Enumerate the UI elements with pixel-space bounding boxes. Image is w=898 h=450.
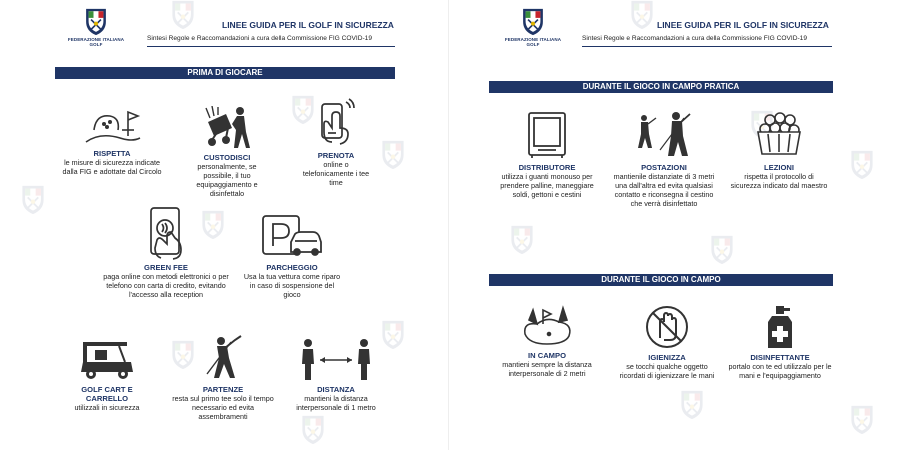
info-item-distanza	[294, 338, 378, 412]
distance-icon	[298, 338, 374, 382]
item-title: GREEN FEE	[144, 263, 188, 272]
item-text: mantienile distanziate di 3 metri una dall'altra ed evita qualsiasi contatto e riconsegna il cestino che verrà disinfettato	[613, 172, 715, 208]
right-page	[449, 0, 898, 450]
item-text: mantieni la distanza interpersonale di 1 metro	[296, 394, 376, 412]
item-title: DISTANZA	[317, 385, 355, 394]
golf-course-icon	[80, 106, 144, 146]
driving-range-icon	[632, 110, 696, 160]
smartphone-icon	[314, 98, 358, 148]
item-text: paga online con metodi elettronici o per telefono con carta di credito, evitando l'accesso alla reception	[103, 272, 229, 299]
item-text: se tocchi qualche oggetto ricordati di igienizzare le mani	[619, 362, 715, 380]
item-title: IGIENIZZA	[648, 353, 686, 362]
info-item-parcheggio	[242, 212, 342, 299]
watermark-icon	[509, 225, 535, 255]
item-title: PARCHEGGIO	[266, 263, 318, 272]
item-title: DISTRIBUTORE	[518, 163, 576, 172]
golf-trolley-icon	[202, 106, 252, 150]
fig-logo	[66, 8, 126, 47]
sanitizer-bottle-icon	[762, 304, 798, 350]
item-text: personalmente, se possibile, il tuo equipaggiamento e disinfettalo	[196, 162, 258, 198]
item-title: PRENOTA	[317, 151, 355, 160]
item-title: CUSTODISCI	[203, 153, 251, 162]
section-title: PRIMA DI GIOCARE	[55, 67, 395, 79]
section-title-campo: DURANTE IL GIOCO IN CAMPO	[489, 274, 833, 286]
logo-caption: FEDERAZIONE ITALIANA GOLF	[67, 37, 125, 47]
item-text: portalo con te ed utilizzalo per le mani e l'equipaggiamento	[728, 362, 832, 380]
parking-icon	[259, 212, 325, 260]
contactless-payment-icon	[141, 206, 191, 260]
item-text: utilizza i guanti monouso per prendere palline, maneggiare soldi, gettoni e cestini	[500, 172, 594, 199]
item-text: Usa la tua vettura come riparo in caso di sospensione del gioco	[243, 272, 341, 299]
watermark-icon	[629, 0, 655, 30]
section-title-pratica: DURANTE IL GIOCO IN CAMPO PRATICA	[489, 81, 833, 93]
logo-caption: FEDERAZIONE ITALIANA GOLF	[504, 37, 562, 47]
watermark-icon	[380, 140, 406, 170]
item-text: online o telefonicamente i tee time	[302, 160, 370, 187]
item-title: GOLF CART E CARRELLO	[81, 385, 133, 403]
watermark-icon	[849, 405, 875, 435]
document-subtitle: Sintesi Regole e Raccomandazioni a cura della Commissione FIG COVID-19	[582, 35, 808, 42]
watermark-icon	[20, 185, 46, 215]
no-touch-icon	[644, 304, 690, 350]
document-title: LINEE GUIDA PER IL GOLF IN SICUREZZA	[657, 20, 829, 30]
header-divider	[147, 46, 395, 47]
ball-basket-icon	[754, 110, 804, 160]
fig-crest-icon	[503, 8, 563, 36]
info-item-lezioni	[729, 110, 829, 190]
info-item-in-campo	[497, 304, 597, 378]
watermark-icon	[300, 415, 326, 445]
item-text: resta sul primo tee solo il tempo necessario ed evita assembramenti	[172, 394, 274, 421]
watermark-icon	[170, 0, 196, 30]
watermark-icon	[679, 390, 705, 420]
info-item-partenze	[172, 334, 274, 421]
item-title: LEZIONI	[764, 163, 794, 172]
watermark-icon	[380, 320, 406, 350]
fig-crest-icon	[66, 8, 126, 36]
document-subtitle: Sintesi Regole e Raccomandazioni a cura della Commissione FIG COVID-19	[147, 35, 373, 42]
fig-logo	[503, 8, 563, 47]
info-item-postazioni	[609, 110, 719, 208]
info-item-distributore	[497, 110, 597, 199]
info-item-igienizza	[617, 304, 717, 380]
golfer-swing-icon	[201, 334, 245, 382]
info-item-disinfettante	[725, 304, 835, 380]
item-text: le misure di sicurezza indicate dalla FIG e adottate dal Circolo	[62, 158, 162, 176]
golf-cart-icon	[79, 338, 135, 382]
info-item-prenota	[300, 98, 372, 187]
ball-dispenser-icon	[524, 110, 570, 160]
info-item-rispetta	[62, 106, 162, 176]
course-green-icon	[519, 304, 575, 348]
info-item-golf-cart	[62, 338, 152, 412]
watermark-icon	[709, 235, 735, 265]
watermark-icon	[849, 150, 875, 180]
item-text: mantieni sempre la distanza interpersonale di 2 metri	[502, 360, 592, 378]
header-divider	[582, 46, 832, 47]
document-title: LINEE GUIDA PER IL GOLF IN SICUREZZA	[222, 20, 394, 30]
item-title: RISPETTA	[93, 149, 131, 158]
info-item-custodisci	[182, 106, 272, 198]
item-text: rispetta il protocollo di sicurezza indicato dal maestro	[730, 172, 828, 190]
item-title: IN CAMPO	[528, 351, 566, 360]
item-title: PARTENZE	[202, 385, 244, 394]
item-text: utilizzali in sicurezza	[74, 403, 140, 412]
info-item-green-fee	[96, 206, 236, 299]
item-title: DISINFETTANTE	[750, 353, 810, 362]
item-title: POSTAZIONI	[641, 163, 687, 172]
